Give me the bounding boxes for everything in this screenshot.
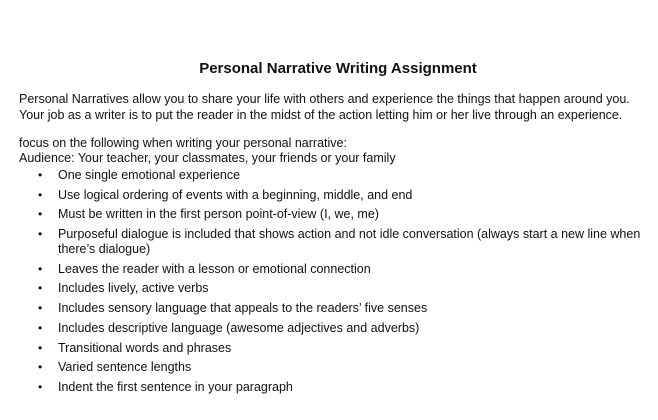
list-item xyxy=(0,281,658,296)
list-item xyxy=(0,262,658,277)
list-item-text: Includes sensory language that appeals to the readers’ five senses xyxy=(58,301,428,316)
list-item-text: Purposeful dialogue is included that shows action and not idle conversation (always start a new line when there’s dialogue) xyxy=(58,227,641,257)
focus-instruction: focus on the following when writing your personal narrative: xyxy=(19,136,347,150)
bullet-icon: • xyxy=(38,227,43,242)
intro-line: Personal Narratives allow you to share your life with others and experience the things that happen around you. xyxy=(19,92,630,106)
focus-section xyxy=(19,136,655,166)
bullet-icon: • xyxy=(38,360,43,375)
list-item-text: Includes lively, active verbs xyxy=(58,281,209,296)
bullet-icon: • xyxy=(38,281,43,296)
list-item xyxy=(0,341,658,356)
list-item-text: Includes descriptive language (awesome adjectives and adverbs) xyxy=(58,320,420,335)
list-item-text: Leaves the reader with a lesson or emotional connection xyxy=(58,261,371,276)
bullet-icon: • xyxy=(38,379,43,394)
bullet-icon: • xyxy=(38,340,43,355)
document-title: Personal Narrative Writing Assignment xyxy=(199,60,477,77)
intro-line: Your job as a writer is to put the reader in the midst of the action letting him or her live through an experience. xyxy=(19,108,623,122)
list-item-text: Varied sentence lengths xyxy=(58,360,192,375)
criteria-list xyxy=(0,168,658,400)
bullet-icon: • xyxy=(38,207,43,222)
list-item xyxy=(0,360,658,375)
list-item-text: Must be written in the first person point-of-view (I, we, me) xyxy=(58,207,379,222)
bullet-icon: • xyxy=(38,301,43,316)
list-item-text: Transitional words and phrases xyxy=(58,340,232,355)
bullet-icon: • xyxy=(38,168,43,182)
list-item xyxy=(0,188,658,203)
list-item xyxy=(0,207,658,222)
bullet-icon: • xyxy=(38,187,43,202)
audience-line: Audience: Your teacher, your classmates, your friends or your family xyxy=(19,151,396,165)
list-item-text: Indent the first sentence in your paragraph xyxy=(58,379,293,394)
list-item xyxy=(0,380,658,395)
bullet-icon: • xyxy=(38,320,43,335)
intro-paragraph xyxy=(19,91,655,123)
list-item xyxy=(0,168,658,183)
list-item xyxy=(0,301,658,316)
list-item xyxy=(0,227,658,257)
list-item-text: Use logical ordering of events with a beginning, middle, and end xyxy=(58,187,413,202)
list-item xyxy=(0,321,658,336)
bullet-icon: • xyxy=(38,261,43,276)
list-item-text: One single emotional experience xyxy=(58,168,241,182)
